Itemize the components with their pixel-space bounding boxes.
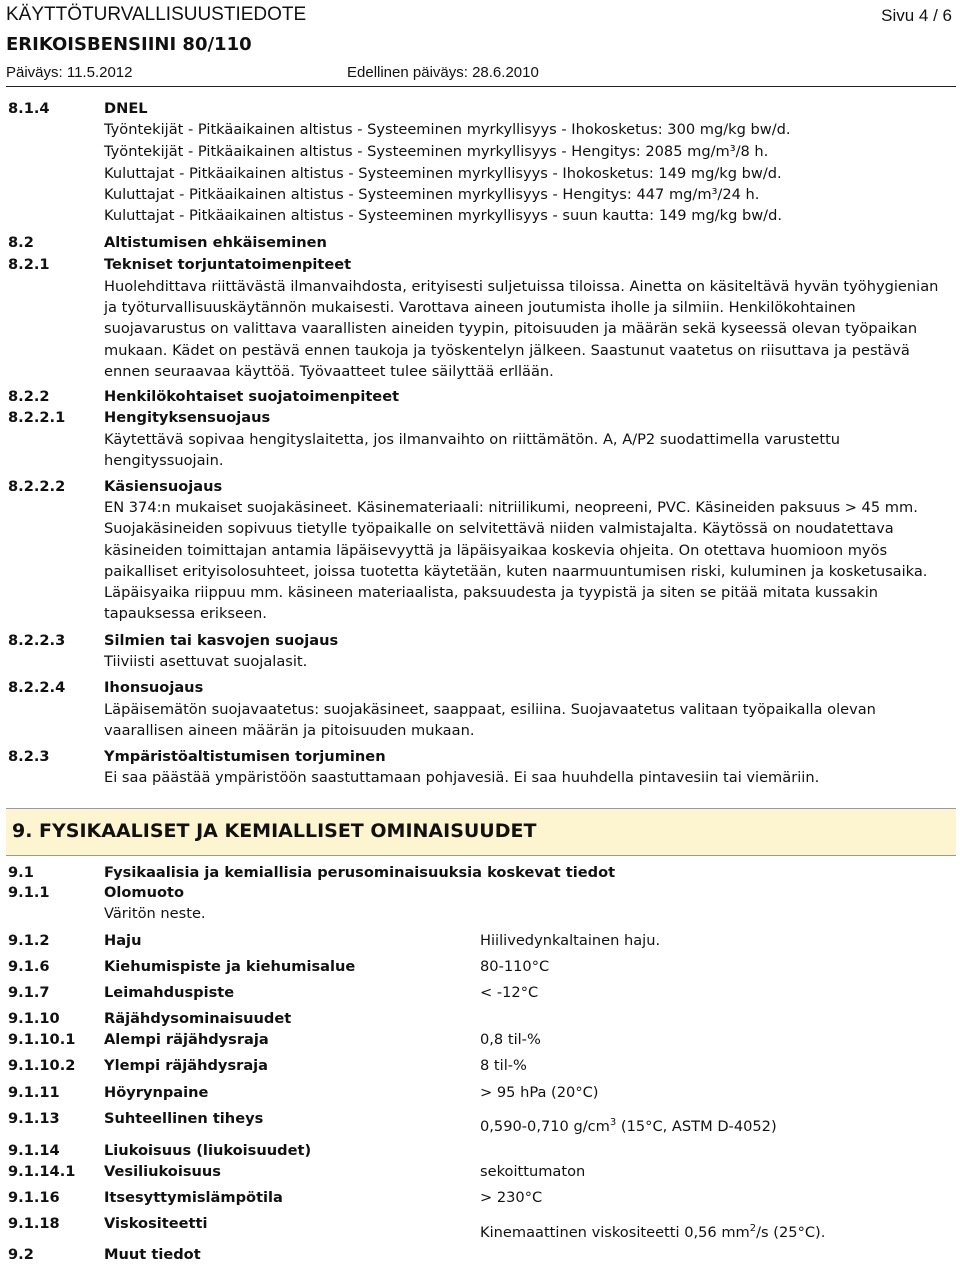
body-line: hengityssuojain. <box>104 452 224 469</box>
body-line: ja työturvallisuuskäytännön mukaisesti. Varottava aineen joutumista iholle ja silmiin. Henkilökohtainen <box>104 299 856 316</box>
section-9-heading: 9. FYSIKAALISET JA KEMIALLISET OMINAISUUDET <box>12 820 537 842</box>
section-number: 9.1.10 <box>8 1010 60 1027</box>
property-value: < -12°C <box>480 984 539 1001</box>
section-number: 9.1.16 <box>8 1189 60 1206</box>
body-line: Ei saa päästää ympäristöön saastuttamaan pohjavesiä. Ei saa huuhdella pintavesiin tai viemäriin. <box>104 769 820 786</box>
body-line: Kuluttajat - Pitkäaikainen altistus - Systeeminen myrkyllisyys - Hengitys: 447 mg/m³/24 h. <box>104 186 760 203</box>
section-title: Altistumisen ehkäiseminen <box>104 234 327 251</box>
body-line: mukaan. Kädet on pestävä ennen taukoja ja työskentelyn jälkeen. Saastunut vaatetus on riisuttava ja pestävä <box>104 342 910 359</box>
section-number: 9.1.14 <box>8 1142 60 1159</box>
body-line: Kuluttajat - Pitkäaikainen altistus - Systeeminen myrkyllisyys - Ihokosketus: 149 mg/kg bw/d. <box>104 165 782 182</box>
value-text: (15°C, ASTM D-4052) <box>616 1117 777 1135</box>
property-value: 8 til-% <box>480 1057 527 1074</box>
body-line: Läpäisemätön suojavaatetus: suojakäsineet, saappaat, esiliina. Suojavaatetus valitaan työpaikalla olevan <box>104 701 876 718</box>
property-label: Suhteellinen tiheys <box>104 1110 264 1127</box>
property-value: 80-110°C <box>480 958 550 975</box>
section-number: 9.2 <box>8 1246 34 1263</box>
section-title: Tekniset torjuntatoimenpiteet <box>104 256 352 273</box>
section-number: 8.2.1 <box>8 256 50 273</box>
superscript: 2 <box>749 1223 757 1234</box>
body-line: paikalliset erityisolosuhteet, joissa tuotetta käytetään, kuten naarmuuntumisen riski, kuluminen ja kosketusaika. <box>104 563 928 580</box>
body-line: tapauksessa erikseen. <box>104 605 267 622</box>
section-number: 9.1.13 <box>8 1110 60 1127</box>
body-line: EN 374:n mukaiset suojakäsineet. Käsinemateriaali: nitriilikumi, neopreeni, PVC. Käsineiden paksuus > 45 mm. <box>104 499 918 516</box>
property-value <box>480 1218 825 1243</box>
body-line: Työntekijät - Pitkäaikainen altistus - Systeeminen myrkyllisyys - Ihokosketus: 300 mg/kg bw/d. <box>104 121 791 138</box>
section-number: 8.2.2.2 <box>8 478 66 495</box>
property-value <box>480 1112 777 1137</box>
section-number: 9.1.7 <box>8 984 50 1001</box>
section-number: 9.1.18 <box>8 1215 60 1232</box>
section-number: 9.1.11 <box>8 1084 60 1101</box>
section-title: Henkilökohtaiset suojatoimenpiteet <box>104 388 400 405</box>
superscript: 3 <box>609 1117 617 1128</box>
header-divider <box>6 86 956 87</box>
property-label: Haju <box>104 932 142 949</box>
property-value: > 230°C <box>480 1189 543 1206</box>
section-number: 8.2.2 <box>8 388 50 405</box>
section-number: 8.2.2.3 <box>8 632 66 649</box>
section-number: 8.2 <box>8 234 34 251</box>
property-value: > 95 hPa (20°C) <box>480 1084 599 1101</box>
property-label: Olomuoto <box>104 884 185 901</box>
property-label: Muut tiedot <box>104 1246 201 1263</box>
property-label: Höyrynpaine <box>104 1084 209 1101</box>
page-indicator: Sivu 4 / 6 <box>881 6 952 25</box>
section-title: Silmien tai kasvojen suojaus <box>104 632 339 649</box>
section-title: Ihonsuojaus <box>104 679 204 696</box>
section-title: Ympäristöaltistumisen torjuminen <box>104 748 386 765</box>
section-9-banner <box>6 808 956 856</box>
value-text: Kinemaattinen viskositeetti 0,56 mm <box>480 1223 750 1241</box>
section-number: 9.1.10.2 <box>8 1057 76 1074</box>
property-value: 0,8 til-% <box>480 1031 541 1048</box>
section-number: 8.2.2.1 <box>8 409 66 426</box>
body-line: käsineiden toimittajan antamia läpäisevyyttä ja läpäisyaikaa koskevia ohjeita. On otettava huomioon myös <box>104 542 888 559</box>
section-number: 8.1.4 <box>8 100 50 117</box>
section-number: 8.2.3 <box>8 748 50 765</box>
property-value: Väritön neste. <box>104 905 206 922</box>
property-label: Räjähdysominaisuudet <box>104 1010 292 1027</box>
property-value: sekoittumaton <box>480 1163 586 1180</box>
property-label: Liukoisuus (liukoisuudet) <box>104 1142 312 1159</box>
body-line: ennen seuraavaa käyttöä. Työvaatteet tulee säilyttää erllään. <box>104 363 554 380</box>
section-number: 9.1.14.1 <box>8 1163 76 1180</box>
section-number: 9.1.10.1 <box>8 1031 76 1048</box>
body-line: Työntekijät - Pitkäaikainen altistus - Systeeminen myrkyllisyys - Hengitys: 2085 mg/m³/8 h. <box>104 143 769 160</box>
property-label: Kiehumispiste ja kiehumisalue <box>104 958 356 975</box>
property-label: Leimahduspiste <box>104 984 235 1001</box>
value-text: 0,590-0,710 g/cm <box>480 1117 610 1135</box>
property-label: Itsesyttymislämpötila <box>104 1189 283 1206</box>
section-number: 9.1.6 <box>8 958 50 975</box>
body-line: Läpäisyaika riippuu mm. käsineen materiaalista, paksuudesta ja tyypistä ja siten se pitää mitata kussakin <box>104 584 879 601</box>
product-name: ERIKOISBENSIINI 80/110 <box>6 34 252 55</box>
section-title: Hengityksensuojaus <box>104 409 271 426</box>
section-title: Käsiensuojaus <box>104 478 223 495</box>
body-line: vaarallisen aineen määrän ja pitoisuuden mukaan. <box>104 722 475 739</box>
body-line: Kuluttajat - Pitkäaikainen altistus - Systeeminen myrkyllisyys - suun kautta: 149 mg/kg bw/d. <box>104 207 783 224</box>
section-number: 9.1 <box>8 864 34 881</box>
body-line: Suojakäsineiden sopivuus tietylle työpaikalle on selvitettävä niiden valmistajalta. Käytössä on noudatettava <box>104 520 894 537</box>
body-line: Tiiviisti asettuvat suojalasit. <box>104 653 308 670</box>
body-line: suojavarustus on valittava vaarallisten aineiden tyypin, pitoisuuden ja määrän sekä kyseessä olevan työpaikan <box>104 320 918 337</box>
property-label: Ylempi räjähdysraja <box>104 1057 269 1074</box>
section-title: Fysikaalisia ja kemiallisia perusominaisuuksia koskevat tiedot <box>104 864 616 881</box>
section-number: 9.1.1 <box>8 884 50 901</box>
property-label: Viskositeetti <box>104 1215 208 1232</box>
document-type-title: KÄYTTÖTURVALLISUUSTIEDOTE <box>6 4 307 25</box>
issue-date: Päiväys: 11.5.2012 <box>6 64 133 81</box>
value-text: /s (25°C). <box>756 1223 826 1241</box>
body-line: Käytettävä sopivaa hengityslaitetta, jos ilmanvaihto on riittämätön. A, A/P2 suodattimella varustettu <box>104 431 841 448</box>
section-number: 9.1.2 <box>8 932 50 949</box>
section-number: 8.2.2.4 <box>8 679 66 696</box>
previous-date: Edellinen päiväys: 28.6.2010 <box>347 64 539 81</box>
property-label: Alempi räjähdysraja <box>104 1031 269 1048</box>
body-line: Huolehdittava riittävästä ilmanvaihdosta, erityisesti suljetuissa tiloissa. Ainetta on käsiteltävä hyvän työhygienian <box>104 278 939 295</box>
property-label: Vesiliukoisuus <box>104 1163 221 1180</box>
section-title: DNEL <box>104 100 148 117</box>
property-value: Hiilivedynkaltainen haju. <box>480 932 661 949</box>
